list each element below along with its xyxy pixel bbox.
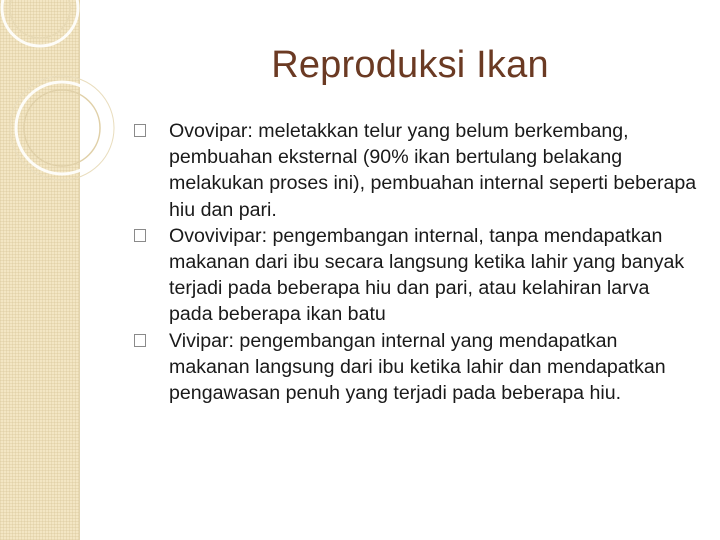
bullet-list [118, 118, 698, 406]
item-term: Ovovivipar [169, 224, 262, 247]
item-text: : pengembangan internal, tanpa mendapatkan makanan dari ibu secara langsung ketika lahir yang banyak terjadi pada beberapa hiu dan pari, atau kelahiran larva pada beberapa ikan batu [169, 224, 685, 326]
slide-title: Reproduksi Ikan [271, 44, 549, 86]
item-term: Ovovipar [169, 120, 248, 142]
hollow-square-bullet-icon [134, 229, 146, 242]
decorative-side-strip [0, 0, 80, 540]
list-item [118, 223, 698, 328]
item-text: : pengembangan internal yang mendapatkan makanan langsung dari ibu ketika lahir dan mendapatkan pengawasan penuh yang terjadi pada beberapa hiu. [169, 329, 666, 405]
hollow-square-bullet-icon [134, 334, 146, 347]
hollow-square-bullet-icon [134, 124, 146, 137]
list-item [118, 328, 698, 407]
item-text: : meletakkan telur yang belum berkembang, pembuahan eksternal (90% ikan bertulang belakang melakukan proses ini), pembuahan internal seperti beberapa hiu dan pari. [169, 120, 697, 221]
item-term: Vivipar [169, 329, 229, 352]
list-item [118, 118, 698, 223]
